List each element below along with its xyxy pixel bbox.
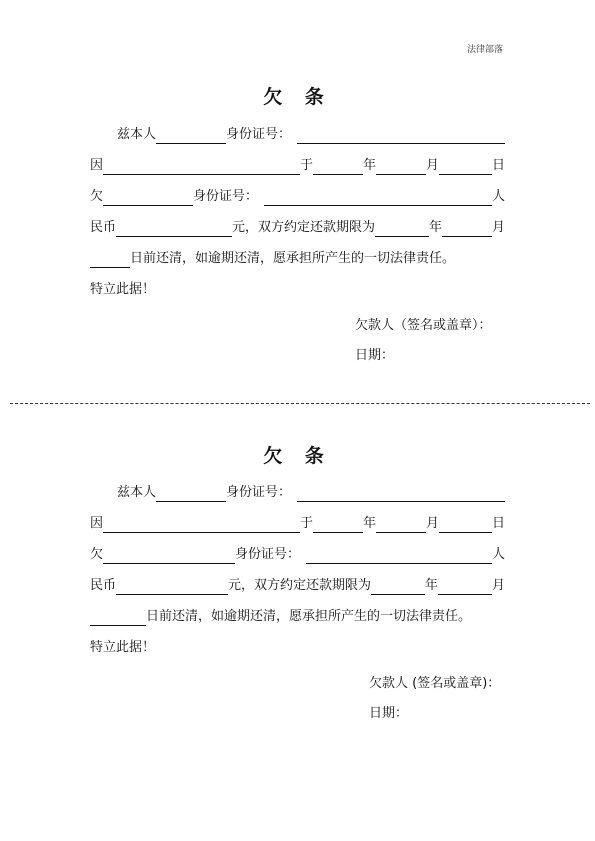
debtor-id-blank[interactable]	[297, 487, 505, 502]
line-debtor	[90, 484, 505, 502]
cause-blank[interactable]	[103, 518, 300, 533]
slip-title: 欠 条	[263, 86, 332, 108]
line-closing	[90, 281, 505, 299]
line-cause-date	[90, 157, 505, 175]
debtor-prefix-label: 兹本人	[117, 127, 157, 142]
debtor-name-blank[interactable]	[156, 129, 226, 144]
year-label: 年	[363, 516, 377, 531]
repay-day-blank[interactable]	[90, 253, 130, 268]
date-label: 日期：	[355, 348, 395, 363]
line-debtor	[90, 126, 505, 144]
repay-year-label: 年	[429, 220, 443, 235]
closing-text: 特立此据！	[90, 282, 156, 297]
borrow-day-blank[interactable]	[439, 518, 492, 533]
cause-blank[interactable]	[103, 160, 300, 175]
debtor-name-blank[interactable]	[156, 487, 226, 502]
line-liability	[90, 250, 505, 268]
repay-month-blank[interactable]	[442, 222, 492, 237]
repay-month-label: 月	[491, 578, 505, 593]
repay-term-label: 元，双方约定还款期限为	[228, 578, 372, 593]
month-label: 月	[426, 516, 440, 531]
at-label: 于	[300, 158, 314, 173]
signer-label: 欠款人（签名或盖章）：	[355, 318, 492, 333]
owe-label: 欠	[90, 547, 104, 562]
debtor-prefix-label: 兹本人	[117, 485, 157, 500]
slip-title: 欠 条	[263, 445, 332, 467]
repay-year-blank[interactable]	[371, 580, 425, 595]
creditor-id-blank[interactable]	[264, 191, 492, 206]
owe-label: 欠	[90, 189, 104, 204]
repay-term-label: 元，双方约定还款期限为	[232, 220, 376, 235]
line-cause-date	[90, 515, 505, 533]
day-label: 日	[491, 158, 505, 173]
person-label: 人	[491, 547, 505, 562]
line-amount	[90, 219, 505, 237]
site-name: 法律部落	[466, 45, 503, 55]
amount-blank[interactable]	[116, 580, 228, 595]
person-label: 人	[491, 189, 505, 204]
repay-day-blank[interactable]	[90, 611, 146, 626]
currency-label: 民币	[90, 220, 117, 235]
creditor-name-blank[interactable]	[103, 549, 235, 564]
currency-label: 民币	[90, 578, 117, 593]
creditor-id-label: 身份证号：	[235, 547, 301, 562]
year-label: 年	[363, 158, 377, 173]
borrow-month-blank[interactable]	[376, 160, 426, 175]
signer-label: 欠款人 (签名或盖章)：	[369, 676, 501, 691]
cut-line-divider	[10, 403, 590, 404]
date-label: 日期：	[369, 706, 409, 721]
id-number-label: 身份证号：	[226, 127, 292, 142]
borrow-day-blank[interactable]	[439, 160, 492, 175]
borrow-month-blank[interactable]	[376, 518, 426, 533]
borrow-year-blank[interactable]	[313, 160, 363, 175]
cause-label: 因	[90, 516, 104, 531]
line-closing	[90, 639, 505, 657]
repay-month-blank[interactable]	[438, 580, 492, 595]
closing-text: 特立此据！	[90, 640, 156, 655]
line-liability	[90, 608, 505, 626]
repay-year-label: 年	[425, 578, 439, 593]
repay-year-blank[interactable]	[375, 222, 429, 237]
liability-text: 日前还清，如逾期还清，愿承担所产生的一切法律责任。	[130, 251, 456, 266]
month-label: 月	[426, 158, 440, 173]
amount-blank[interactable]	[116, 222, 232, 237]
debtor-id-blank[interactable]	[297, 129, 505, 144]
creditor-id-label: 身份证号：	[193, 189, 259, 204]
creditor-id-blank[interactable]	[306, 549, 492, 564]
liability-text: 日前还清，如逾期还清，愿承担所产生的一切法律责任。	[146, 609, 472, 624]
line-creditor	[90, 546, 505, 564]
cause-label: 因	[90, 158, 104, 173]
day-label: 日	[491, 516, 505, 531]
id-number-label: 身份证号：	[226, 485, 292, 500]
line-creditor	[90, 188, 505, 206]
repay-month-label: 月	[491, 220, 505, 235]
at-label: 于	[300, 516, 314, 531]
line-amount	[90, 577, 505, 595]
borrow-year-blank[interactable]	[313, 518, 363, 533]
creditor-name-blank[interactable]	[103, 191, 193, 206]
